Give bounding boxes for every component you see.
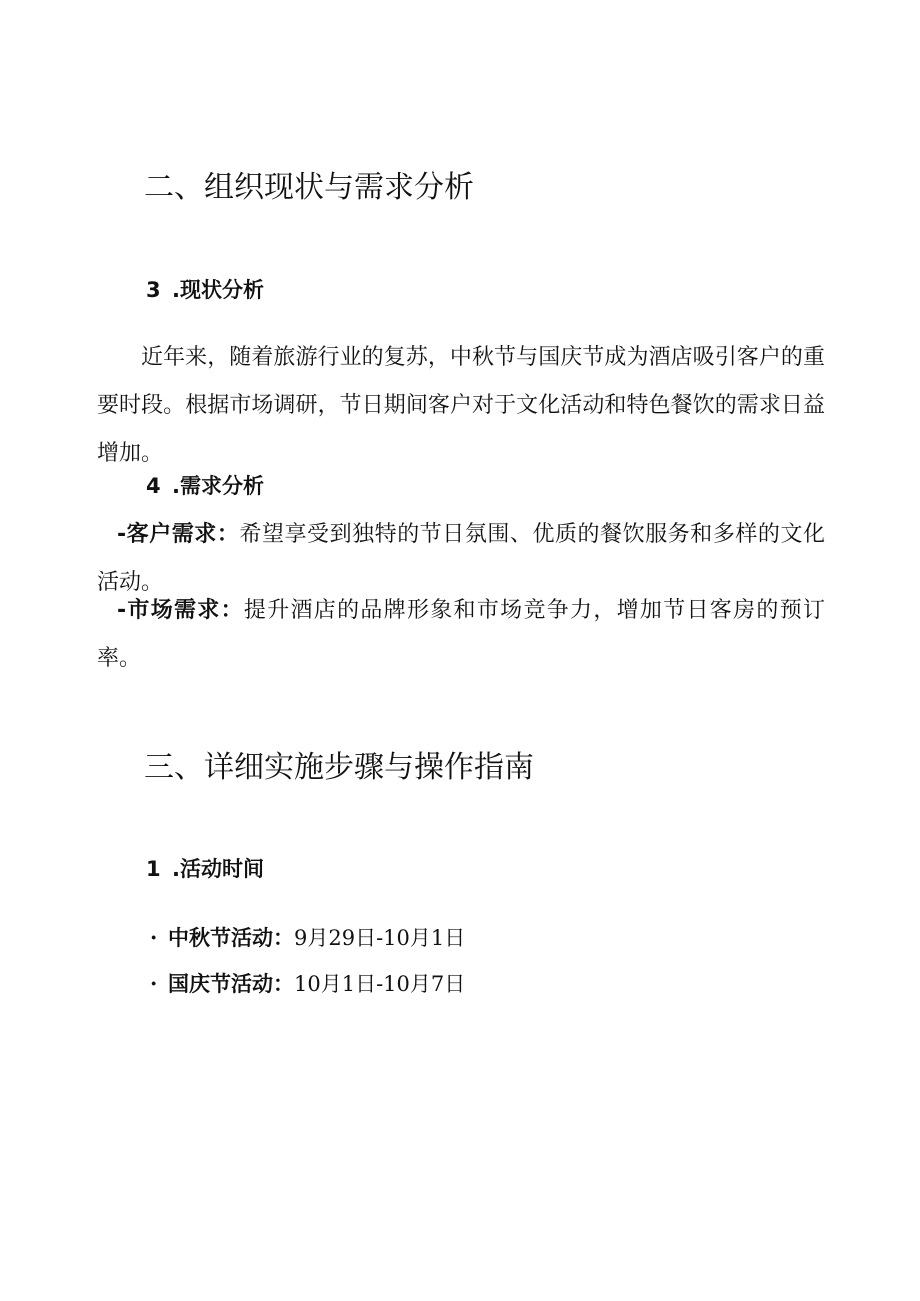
- customer-need-label: -客户需求：: [117, 522, 240, 547]
- mid-autumn-dates: 9月29日-10月1日: [294, 926, 466, 950]
- customer-need-text: 希望享受到独特的节日氛围、优质的餐饮服务和多样的文化活动。: [97, 522, 825, 595]
- subsection-3-heading: [146, 275, 264, 305]
- subsection-1-number: 1: [146, 857, 161, 881]
- market-need-text: 提升酒店的品牌形象和市场竞争力，增加节日客房的预订率。: [97, 598, 825, 671]
- mid-autumn-bullet: [150, 923, 465, 953]
- section-3-heading: 三、详细实施步骤与操作指南: [144, 750, 534, 785]
- subsection-4-heading: [146, 471, 264, 501]
- section-2-heading: 二、组织现状与需求分析: [144, 170, 474, 205]
- mid-autumn-label: 中秋节活动：: [168, 926, 294, 950]
- subsection-4-number: 4: [146, 474, 161, 498]
- bullet-dot: ·: [150, 925, 158, 950]
- current-status-paragraph: 近年来，随着旅游行业的复苏，中秋节与国庆节成为酒店吸引客户的重要时段。根据市场调研，节日期间客户对于文化活动和特色餐饮的需求日益增加。: [97, 345, 825, 466]
- national-day-label: 国庆节活动：: [168, 972, 294, 996]
- subsection-3-number: 3: [146, 278, 161, 302]
- subsection-3-title: .现状分析: [172, 278, 264, 302]
- national-day-dates: 10月1日-10月7日: [294, 972, 466, 996]
- subsection-1-title: .活动时间: [172, 857, 264, 881]
- subsection-1-heading: [146, 854, 264, 884]
- national-day-bullet: [150, 969, 465, 999]
- subsection-4-title: .需求分析: [172, 474, 264, 498]
- market-need-label: -市场需求：: [117, 598, 244, 623]
- market-need-paragraph: [97, 587, 825, 683]
- bullet-dot: ·: [150, 971, 158, 996]
